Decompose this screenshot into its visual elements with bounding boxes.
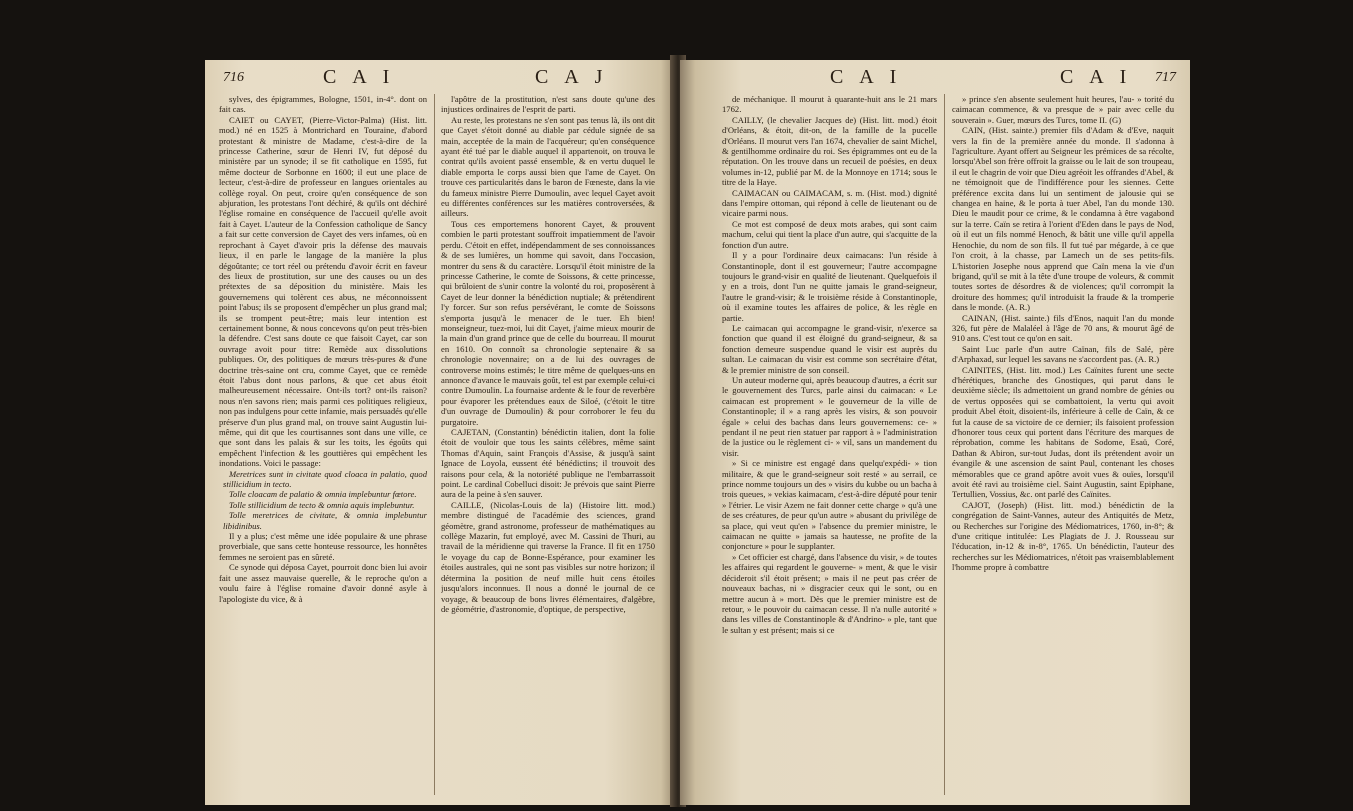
paragraph: sylves, des épigrammes, Bologne, 1501, in-4°. dont on fait cas.	[219, 94, 427, 115]
running-head: C A I	[323, 66, 396, 88]
latin-quote: Tolle stillicidium de tecto & omnia aquis implebuntur.	[229, 499, 415, 510]
paragraph: CAINAN, (Hist. sainte.) fils d'Enos, naquit l'an du monde 326, fut père de Malaléel à l'âge de 70 ans, & mourut âgé de 910 ans. C'est tout ce qu'on en sait.	[952, 312, 1174, 344]
running-head: C A I	[830, 66, 903, 88]
paragraph: Un auteur moderne qui, après beaucoup d'autres, a écrit sur le gouvernement des Turcs, parle ainsi du caimacan: « Le caimacan est proprement » le gouverneur de la ville de Constantinople; il » a rang après les visirs, & son pouvoir égale » celui des bachas dans leurs gouvernemens: ce- » pendant il ne peut rien statuer par rapport à » l'administration de la justice ou le règlement ci- » vil, sans un mandement du visir.	[722, 374, 937, 458]
paragraph: Tous ces emportemens honorent Cayet, & prouvent combien le parti protestant souffroit impatiemment de l'avoir perdu. C'étoit en effet, indépendamment de ses connoissances & de ses lumières, un homme qui savoit, dans l'occasion, montrer du sens & du caractère. Lorsqu'il étoit ministre de la princesse Catherine, le comte de Soissons, & cette princesse, qui brûloient de s'unir contre la volonté du roi, proposèrent à Cayet de leur donner la bénédiction nuptiale; & prétendirent l'y forcer. Sur son refus persévérant, le comte de Soissons s'emporta jusqu'à le menacer de le tuer. Eh bien! monseigneur, tuez-moi, lui dit Cayet, j'aime mieux mourir de la main d'un grand prince que de celle du bourreau. Il mourut en 1610. On connoît sa chronologie septenaire & sa chronologie novennaire; on a de lui des ouvrages de controverse moins estimés; le titre même de quelques-uns en annonce d'avance le mauvais goût, tel est par exemple celui-ci contre Dumoulin. La fournaise ardente & le four de reverbère pour évaporer les prétendues eaux de Siloé, (c'étoit le titre d'un ouvrage de Dumoulin) & pour corroborer le feu du purgatoire.	[441, 218, 655, 427]
column-rule	[944, 94, 945, 795]
running-head: C A I	[1060, 66, 1133, 88]
text-column-1	[722, 94, 937, 797]
left-page	[205, 60, 675, 805]
paragraph: CAILLY, (le chevalier Jacques de) (Hist. litt. mod.) étoit d'Orléans, & étoit, dit-on, de la famille de la pucelle d'Orléans. Il mourut vers l'an 1674, chevalier de saint Michel, & gentilhomme ordinaire du roi. Ses épigrammes ont eu de la réputation. On les trouve dans un recueil de poésies, en deux volumes in-12, publié par M. de la Monnoye en 1714; sous le titre de la Haye.	[722, 114, 937, 188]
paragraph: de méchanique. Il mourut à quarante-huit ans le 21 mars 1762.	[722, 94, 937, 115]
running-head: C A J	[535, 66, 609, 88]
text-column-2	[952, 94, 1174, 797]
latin-quote: Tolle cloacam de palatio & omnia implebuntur fœtore.	[229, 489, 417, 500]
right-page-header	[680, 68, 1190, 88]
page-number: 716	[223, 70, 244, 85]
paragraph: Ce mot est composé de deux mots arabes, qui sont caim machum, celui qui tient la place d'un autre, qui s'acquitte de la fonction d'un autre.	[722, 218, 937, 250]
paragraph: » prince s'en absente seulement huit heures, l'au- » torité du caimacan commence, & va presque de » pair avec celle du souverain ». Guer, mœurs des Turcs, tome II. (G)	[952, 94, 1174, 125]
paragraph: CAINITES, (Hist. litt. mod.) Les Caïnites furent une secte d'hérétiques, branche des Gnostiques, qui parut dans le deuxième siècle; ils admettoient un grand nombre de génies ou de vertus opposées qui se combattoient, la vertu qui avoit produit Abel étoit, disoient-ils, inférieure à celle de Caïn, & ce fut la cause de sa victoire de ce dernier; ils faisoient profession d'honorer tous ceux qui portent dans l'écriture des marques de réprobation, comme les habitans de Sodome, Esaü, Coré, Dathan & Abiron, sur-tout Judas, dont ils prétendent avoir un évangile & une ascension de saint Paul, contenant les choses mémorables que ce grand apôtre avoit vues & ouïes, lorsqu'il avoit été ravi au troisième ciel. Saint Augustin, saint Epiphane, Tertullien, Vossius, &c. ont parlé des Caïnites.	[952, 364, 1174, 500]
paragraph: l'apôtre de la prostitution, n'est sans doute qu'une des injustices ordinaires de l'esprit de parti.	[441, 94, 655, 115]
paragraph: Saint Luc parle d'un autre Caïnan, fils de Salé, père d'Arphaxad, sur lequel les savans ne s'accordent pas. (A. R.)	[952, 343, 1174, 365]
paragraph: Il y a plus; c'est même une idée populaire & une phrase proverbiale, que sans cette honteuse ressource, les honnêtes femmes ne seroient pas en sûreté.	[219, 531, 427, 562]
left-page-header	[205, 68, 675, 88]
paragraph: CAILLE, (Nicolas-Louis de la) (Histoire litt. mod.) membre distingué de l'académie des sciences, grand géomètre, grand astronome, professeur de mathématiques au collège Mazarin, fut employé, avec M. Cassini de Thuri, au travail de la méridienne qui traverse la France. Il fit en 1750 le voyage du cap de Bonne-Espérance, pour examiner les étoiles australes, qui ne sont pas visibles sur notre horizon; il détermina la position de neuf mille huit cens étoiles jusqu'alors inconnues. Il nous a donné le journal de ce voyage, & beaucoup de bons livres élémentaires, d'algèbre, de géométrie, d'astronomie, d'optique, de perspective,	[441, 499, 655, 614]
text-column-2	[441, 94, 655, 797]
paragraph: CAIMACAN ou CAIMACAM, s. m. (Hist. mod.) dignité dans l'empire ottoman, qui répond à celle de lieutenant ou de vicaire parmi nous.	[722, 187, 937, 219]
paragraph: CAIET ou CAYET, (Pierre-Victor-Palma) (Hist. litt. mod.) né en 1525 à Montrichard en Touraine, d'abord protestant & ministre de Madame, c'est-à-dire de la princesse Catherine, sœur de Henri IV, fut déposé du ministère par un synode; il se fit catholique en 1595, fut même docteur de Sorbonne en 1600; il eut une place de lecteur, c'est-à-dire de professeur en langues orientales au collège royal. On peut, croire qu'en conséquence de son abjuration, les protestans l'ont déchiré, & qu'ils ont déchiré l'église romaine en conséquence de l'accueil qu'elle avoit fait à Cayet. L'auteur de la Confession catholique de Sancy a fait sur cette conversion de Cayet des vers infames, où en reprochant à Cayet d'avoir pris la défense des mauvais lieux, il en parle le langage de la manière la plus dégoûtante; ce tort réel ou prétendu d'avoir écrit en faveur des lieux de prostitution, sur une des causes ou un des prétextes de sa déposition du ministère. Mais les gouvernemens qui tolèrent ces abus, ne méconnoissent point l'abus; ils se proposent d'empêcher un plus grand mal; ils se trompent peut-être; mais leur intention est certainement bonne, & nous concevons qu'on peut très-bien la défendre. C'est sans doute ce que faisoit Cayet, car son ouvrage avoit pour titre: Remède aux dissolutions publiques. Or, des politiques de mœurs très-pures & d'une doctrine très-saine ont cru, comme Cayet, que ce remède étoit l'abus dont nous parlons, & que cet abus étoit malheureusement nécessaire. Ont-ils tort? ont-ils raison? nous n'en savons rien; mais parmi ces politiques religieux, non pas indulgens pour cette infamie, mais persuadés qu'elle préserve d'un plus grand mal, on trouve saint Augustin lui-même, qui dit que les courtisannes sont dans une ville, ce que sont dans les palais & sur les toits, les égoûts qui empêchent l'infection & les gouttières qui empêchent les inondations. Voici le passage:	[219, 114, 427, 469]
paragraph: CAIN, (Hist. sainte.) premier fils d'Adam & d'Eve, naquit vers la fin de la première année du monde. Il s'adonna à l'agriculture. Ayant offert au Seigneur les prémices de sa récolte, lorsqu'Abel son frère offroit la graisse ou le lait de son troupeau, il eut le chagrin de voir que Dieu agréoit les offrandes d'Abel, & ne témoignoit que de l'indifférence pour les siennes. Cette préférence excita dans lui un sentiment de jalousie qui se changea en haine, & le porta à tuer Abel, l'an du monde 130. Dieu le maudit pour ce crime, & le condamna à être vagabond sur la terre. Caïn se retira à l'orient d'Eden dans le pays de Nod, où il eut un fils nommé Henoch, & bâtit une ville qu'il appella Henochie, du nom de son fils. Il fut tué par mégarde, à ce que l'on croit, à la chasse, par Lamech un de ses petits-fils. L'historien Josephe nous apprend que Caïn mena la vie d'un brigand, qu'il se mit à la tête d'une troupe de voleurs, & commit toutes sortes de désordres & de violences; qu'il corrompit la droiture des hommes; qu'il introduisit la fraude & la tromperie dans le monde. (A. R.)	[952, 125, 1174, 313]
paragraph: » Si ce ministre est engagé dans quelqu'expédi- » tion militaire, & que le grand-seigneur soit resté » au serrail, ce prince nomme toujours un des » visirs du kubbe ou un bacha à trois queues, » vekias kaimacam, c'est-à-dire député pour tenir » l'étrier. Le visir Azem ne fait donner cette charge » qu'à une de ses créatures, de peur qu'un autre » abusant du privilège de sa place, qui veut qu'en » l'absence du premier ministre, le caimacan ne quitte » jamais sa hautesse, ne profite de la conjoncture » pour le supplanter.	[722, 458, 937, 552]
paragraph: » Cet officier est chargé, dans l'absence du visir, » de toutes les affaires qui regardent le gouverne- » ment, & que le visir décideroit s'il étoit présent; » mais il ne peut pas créer de nouveaux bachas, ni » disgracier ceux qui le sont, ou en mettre aucun à » mort. Dès que le premier ministre est de retour, » le pouvoir du caimacan cesse. Il n'a nulle autorité » dans les villes de Constantinople & d'Andrino- » ple, tant que le sultan y est présent; mais si ce	[722, 551, 937, 635]
latin-quote: Meretrices sunt in civitate quod cloaca in palatio, quod stillicidium in tecto.	[223, 468, 427, 490]
text-column-1	[219, 94, 427, 797]
paragraph: Le caimacan qui accompagne le grand-visir, n'exerce sa fonction que quand il est éloigné du grand-seigneur, & sa fonction demeure suspendue quand le visir est auprès du sultan. Le caimacan du visir est comme son secrétaire d'état, & le premier ministre de son conseil.	[722, 322, 937, 375]
column-rule	[434, 94, 435, 795]
page-number: 717	[1155, 70, 1176, 85]
paragraph: Ce synode qui déposa Cayet, pourroit donc bien lui avoir fait une assez mauvaise querelle, & le reproche qu'on a voulu faire à l'église romaine d'avoir donné asyle à l'apologiste du vice, & à	[219, 562, 427, 604]
paragraph: Il y a pour l'ordinaire deux caimacans: l'un réside à Constantinople, dont il est gouverneur; l'autre accompagne toujours le grand-visir en qualité de lieutenant. Quelquefois il y en a trois, dont l'un ne quitte jamais le grand-seigneur, l'autre le grand-visir; & le troisième réside à Constantinople, où il examine toutes les affaires de police, & les règle en partie.	[722, 250, 937, 323]
paragraph: CAJOT, (Joseph) (Hist. litt. mod.) bénédictin de la congrégation de Saint-Vannes, auteur des Antiquités de Metz, ou Recherches sur l'origine des Médiomatrices, 1760, in-8°; & d'une critique intitulée: Les Plagiats de J. J. Rousseau sur l'éducation, in-12 & in-8°, 1765. Un bénédictin, l'auteur des recherches sur les Médiomatrices, n'étoit pas vraisemblablement l'homme propre à combattre	[952, 499, 1174, 573]
latin-quote: Tolle meretrices de civitate, & omnia implebuntur libidinibus.	[223, 510, 427, 531]
right-page	[680, 60, 1190, 805]
paragraph: Au reste, les protestans ne s'en sont pas tenus là, ils ont dit que Cayet s'étoit donné au diable par cédule signée de sa main, acceptée de la main de l'acquéreur; qu'en conséquence ayant été tué par le diable auquel il appartenoit, on trouva le contrat qu'ils avoient passé ensemble, & en vertu duquel le diable emporta le corps aussi bien que l'ame de Cayet. On trouve ces particularités dans le baron de Fœneste, dans la vie du fameux ministre Pierre Dumoulin, avec lequel Cayet avoit eu différentes conférences sur les matières controversées, & ailleurs.	[441, 114, 655, 219]
paragraph: CAJETAN, (Constantin) bénédictin italien, dont la folie étoit de vouloir que tous les saints célèbres, même saint Thomas d'Aquin, saint François d'Assise, & jusqu'à saint Ignace de Loyola, eussent été bénédictins; il trouvoit des raisons pour cela, & la notoriété publique ne l'embarrassoit point. Le cardinal Cobelluci disoit: Je prévois que saint Pierre aura de la peine à s'en sauver.	[441, 427, 655, 500]
